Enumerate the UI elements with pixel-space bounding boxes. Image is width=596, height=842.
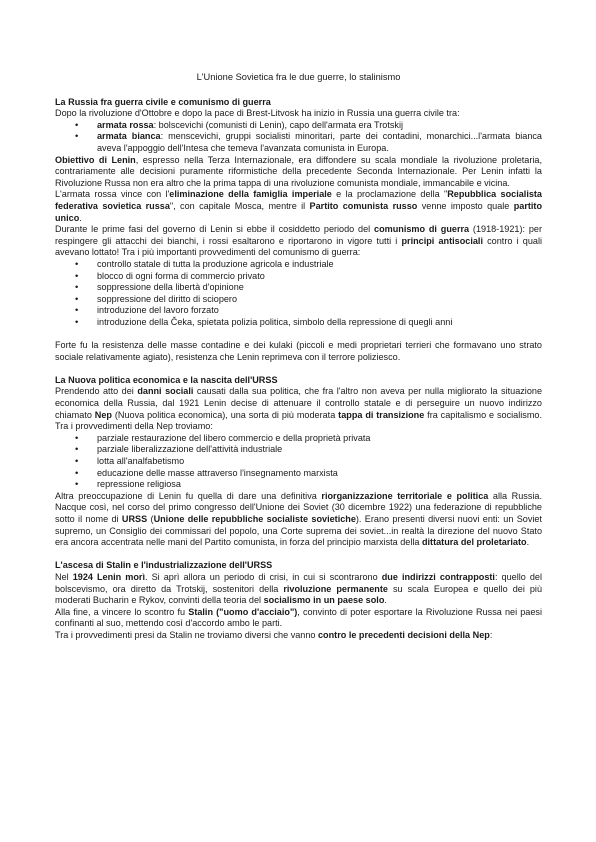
section-heading-stalin: L'ascesa di Stalin e l'industrializzazione dell'URSS <box>55 560 273 571</box>
list-war-communism-measures <box>55 259 542 329</box>
list-item: • introduzione della Čeka, spietata polizia politica, simbolo della repressione di quegli anni <box>97 317 542 329</box>
list-item: • soppressione del diritto di sciopero <box>97 294 542 306</box>
list-item: • armata rossa: bolscevichi (comunisti di Lenin), capo dell'armata era Trotskij <box>97 120 542 132</box>
paragraph-red-army-wins: L'armata rossa vince con l'eliminazione della famiglia imperiale e la proclamazione della "Repubblica socialista federativa sovietica russa", con capitale Mosca, mentre il Partito comunista russo venne imposto quale partito unico. <box>55 189 542 223</box>
paragraph-ussr-birth: Altra preoccupazione di Lenin fu quella di dare una definitiva riorganizzazione territoriale e politica alla Russia. Nacque così, nel corso del primo congresso dell'Unione dei Soviet (30 dicembre 1922) una federazione di repubbliche sotto il nome di URSS (Unione delle repubbliche socialiste sovietiche). Erano presenti diversi nuovi enti: un Soviet supremo, un Consiglio dei commissari del popolo, una Corte suprema dei soviet...in realtà la direzione del nuovo Stato era ancora accentrata nelle mani del Partito comunista, in forza del principio marxista della dittatura del proletariato. <box>55 490 542 548</box>
list-nep-measures <box>55 433 542 491</box>
list-item: • introduzione del lavoro forzato <box>97 305 542 317</box>
list-armies <box>55 120 542 155</box>
spacer <box>55 363 542 375</box>
list-item: • lotta all'analfabetismo <box>97 456 542 468</box>
list-item: • controllo statale di tutta la produzione agricola e industriale <box>97 259 542 271</box>
paragraph-stalin-wins: Alla fine, a vincere lo scontro fu Stalin ("uomo d'acciaio"), convinto di poter esportare la Rivoluzione Russa nei paesi confinanti al suo, mettendo così d'accordo ambo le parti. <box>55 606 542 629</box>
paragraph-stalin-measures: Tra i provvedimenti presi da Stalin ne troviamo diversi che vanno contro le precedenti decisioni della Nep: <box>55 629 493 640</box>
list-item: • educazione delle masse attraverso l'insegnamento marxista <box>97 468 542 480</box>
paragraph-intro: Dopo la rivoluzione d'Ottobre e dopo la pace di Brest-Litvosk ha inizio in Russia una guerra civile tra: <box>55 108 460 119</box>
paragraph-nep: Prendendo atto dei danni sociali causati dalla sua politica, che fra l'altro non aveva per nulla migliorato la situazione economica della Russia, dal 1921 Lenin decise di attenuare il controllo statale e di perseguire un nuovo indirizzo chiamato Nep (Nuova politica economica), una sorta di più moderata tappa di transizione fra capitalismo e socialismo. Tra i provvedimenti della Nep troviamo: <box>55 386 542 432</box>
list-item: • soppressione della libertà d'opinione <box>97 282 542 294</box>
paragraph-lenin-objective: Obiettivo di Lenin, espresso nella Terza Internazionale, era diffondere su scala mondiale la rivoluzione proletaria, contrariamente alle decisioni puramente riformistiche della precedente Seconda Internazionale. Per Lenin infatti la Rivoluzione Russa non era altro che la prima tappa di una rivoluzione comunista mondiale, immancabile e vicina. <box>55 154 542 188</box>
list-item: • armata bianca: menscevichi, gruppi socialisti minoritari, parte dei contadini, monarchici...l'armata bianca aveva l'appoggio dell'Intesa che temeva l'avanzata comunista in Europa. <box>97 131 542 154</box>
list-item: • blocco di ogni forma di commercio privato <box>97 271 542 283</box>
section-heading-russia-civil-war: La Russia fra guerra civile e comunismo di guerra <box>55 96 271 107</box>
list-item: • parziale liberalizzazione dell'attività industriale <box>97 444 542 456</box>
paragraph-war-communism: Durante le prime fasi del governo di Lenin si ebbe il cosiddetto periodo del comunismo di guerra (1918-1921): per respingere gli attacchi dei bianchi, i rossi esaltarono e riportarono in vigore tutti i principi antisociali contro i quali avevano lottato! Tra i più importanti provvedimenti del comunismo di guerra: <box>55 224 542 258</box>
section-heading-nep: La Nuova politica economica e la nascita dell'URSS <box>55 374 278 385</box>
paragraph-resistance: Forte fu la resistenza delle masse contadine e dei kulaki (piccoli e medi proprietari terrieri che formavano uno strato sociale relativamente agiato), resistenza che Lenin reprimeva con il terrore poliziesco. <box>55 340 542 362</box>
document-title: L'Unione Sovietica fra le due guerre, lo stalinismo <box>196 72 401 82</box>
list-item: • repressione religiosa <box>97 479 542 491</box>
spacer <box>55 328 542 340</box>
spacer <box>55 549 542 561</box>
list-item: • parziale restaurazione del libero commercio e della proprietà privata <box>97 433 542 445</box>
paragraph-lenin-death: Nel 1924 Lenin morì. Si aprì allora un periodo di crisi, in cui si scontrarono due indirizzi contrapposti: quello del bolscevismo, ora diretto da Trotskij, sostenitori della rivoluzione permanente su scala Europea e quello dei più moderati Bucharin e Rykov, convinti della teoria del socialismo in un paese solo. <box>55 571 543 606</box>
